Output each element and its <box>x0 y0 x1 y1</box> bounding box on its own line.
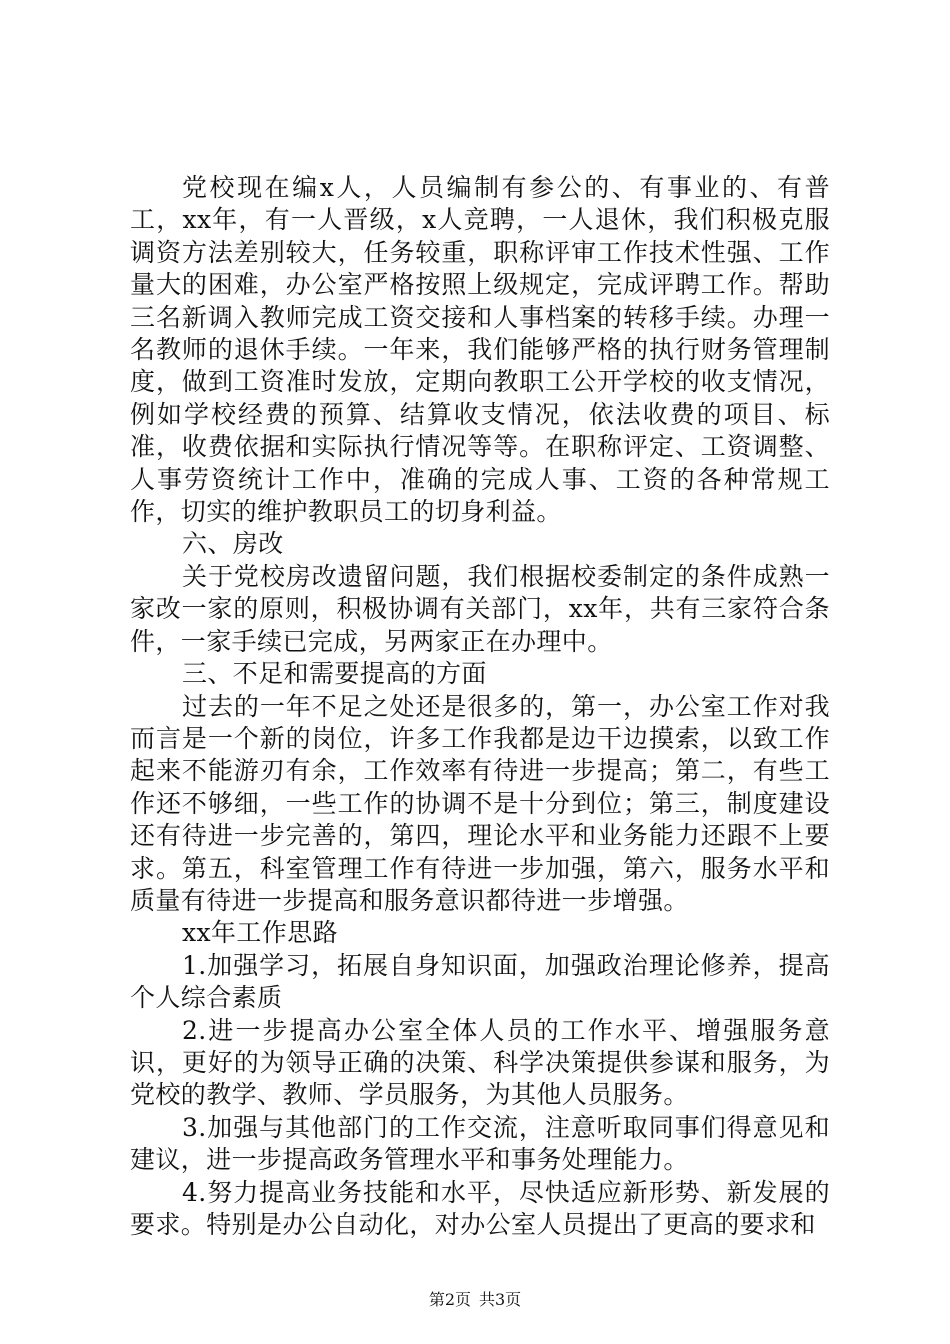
list-item-plan-4: 4.努力提高业务技能和水平，尽快适应新形势、新发展的要求。特别是办公自动化，对办公室人员提出了更高的要求和 <box>130 1177 830 1239</box>
paragraph-housing-reform: 关于党校房改遗留问题，我们根据校委制定的条件成熟一家改一家的原则，积极协调有关部门，xx年，共有三家符合条件，一家手续已完成，另两家正在办理中。 <box>130 561 830 656</box>
list-item-plan-2: 2.进一步提高办公室全体人员的工作水平、增强服务意识，更好的为领导正确的决策、科学决策提供参谋和服务，为党校的教学、教师、学员服务，为其他人员服务。 <box>130 1015 830 1110</box>
section-heading-shortcomings: 三、不足和需要提高的方面 <box>182 659 487 689</box>
page-total: 共3页 <box>479 1290 522 1309</box>
list-item-plan-1: 1.加强学习，拓展自身知识面，加强政治理论修养，提高个人综合素质 <box>130 950 830 1013</box>
page-number: 第2页 <box>428 1290 471 1309</box>
section-heading-housing-reform: 六、房改 <box>182 529 284 559</box>
section-heading-work-plan: xx年工作思路 <box>182 918 338 948</box>
list-item-plan-3: 3.加强与其他部门的工作交流，注意听取同事们得意见和建议，进一步提高政务管理水平和事务处理能力。 <box>130 1112 830 1175</box>
paragraph-shortcomings: 过去的一年不足之处还是很多的，第一，办公室工作对我而言是一个新的岗位，许多工作我都是边干边摸索，以致工作起来不能游刃有余，工作效率有待进一步提高；第二，有些工作还不够细，一些工作的协调不是十分到位；第三，制度建设还有待进一步完善的，第四，理论水平和业务能力还跟不上要求。第五，科室管理工作有待进一步加强，第六，服务水平和质量有待进一步提高和服务意识都待进一步增强。 <box>130 691 830 915</box>
paragraph-personnel: 党校现在编x人，人员编制有参公的、有事业的、有普工，xx年，有一人晋级，x人竞聘，一人退休，我们积极克服调资方法差别较大，任务较重，职称评审工作技术性强、工作量大的困难，办公室严格按照上级规定，完成评聘工作。帮助三名新调入教师完成工资交接和人事档案的转移手续。办理一名教师的退休手续。一年来，我们能够严格的执行财务管理制度，做到工资准时发放，定期向教职工公开学校的收支情况，例如学校经费的预算、结算收支情况，依法收费的项目、标准，收费依据和实际执行情况等等。在职称评定、工资调整、人事劳资统计工作中，准确的完成人事、工资的各种常规工作，切实的维护教职员工的切身利益。 <box>130 173 830 527</box>
page-footer <box>0 1290 950 1310</box>
document-body <box>130 172 830 1241</box>
